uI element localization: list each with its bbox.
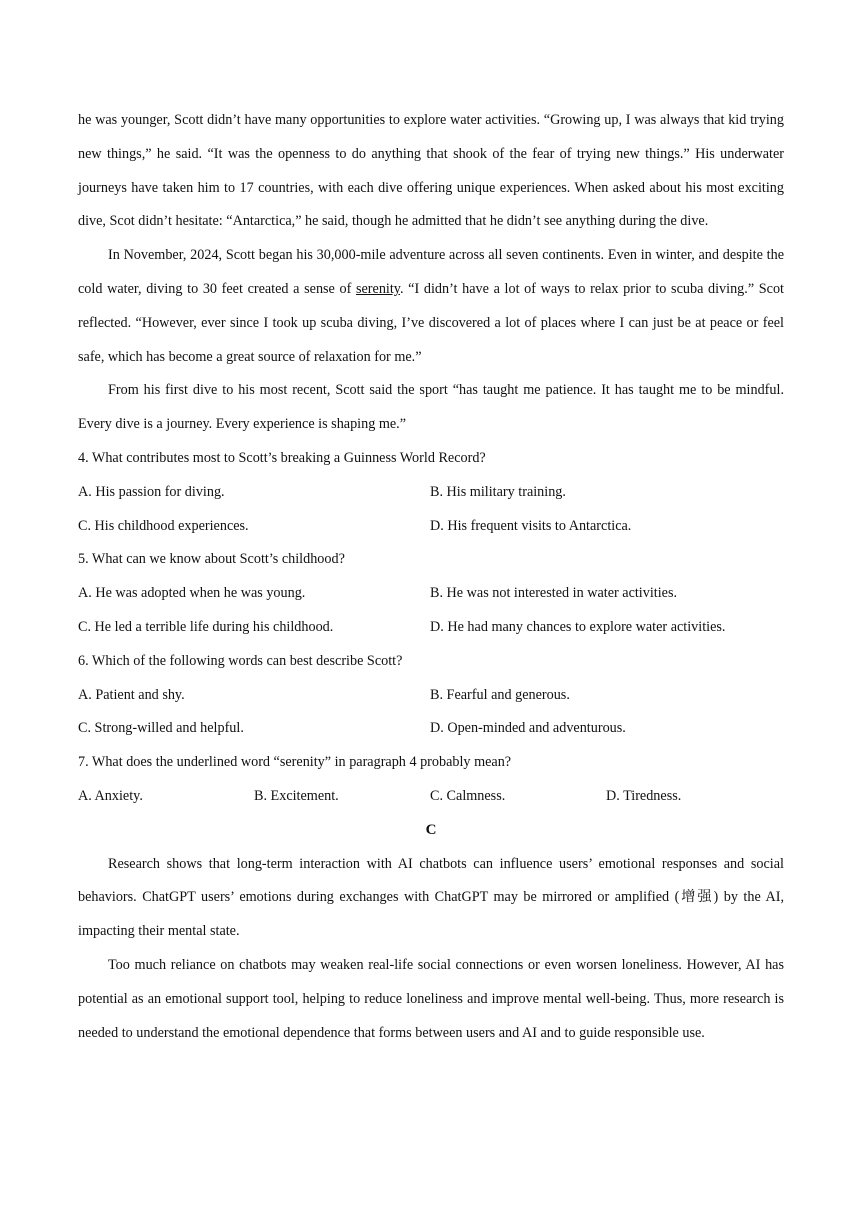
underlined-word-serenity: serenity	[355, 280, 400, 297]
question-options	[78, 611, 784, 645]
option-d: D. His frequent visits to Antarctica.	[430, 517, 632, 534]
question-options	[78, 712, 784, 746]
paragraph-text-before: In November, 2024, Scott began his 30,000-mile adventure across all seven continents. Even in winter, and despite the cold water, diving to 30 feet created a sense of	[78, 247, 784, 297]
question-options	[78, 679, 784, 713]
section-heading: C	[425, 821, 437, 838]
option-a: A. Patient and shy.	[78, 686, 185, 703]
question-options	[78, 476, 784, 510]
question-stem: 7. What does the underlined word “serenity” in paragraph 4 probably mean?	[78, 754, 512, 771]
option-a: A. Anxiety.	[78, 787, 143, 804]
question-options	[78, 510, 784, 544]
option-c: C. His childhood experiences.	[78, 517, 249, 534]
option-d: D. Open-minded and adventurous.	[430, 720, 626, 737]
option-c: C. Strong-willed and helpful.	[78, 720, 244, 737]
option-a: A. He was adopted when he was young.	[78, 585, 306, 602]
option-c: C. He led a terrible life during his childhood.	[78, 618, 334, 635]
passage-c-paragraph-2: Too much reliance on chatbots may weaken real-life social connections or even worsen loneliness. However, AI has potential as an emotional support tool, helping to reduce loneliness and improve mental well-being. Thus, more research is needed to understand the emotional dependence that forms between users and AI and to guide responsible use.	[78, 956, 784, 1041]
question-options	[78, 577, 784, 611]
option-b: B. Excitement.	[254, 787, 339, 804]
option-d: D. Tiredness.	[606, 787, 682, 804]
passage-b-paragraph-serenity	[78, 239, 784, 374]
question-stem: 6. Which of the following words can best describe Scott?	[78, 652, 403, 669]
question-stem: 5. What can we know about Scott’s childhood?	[78, 551, 345, 568]
paragraph-text-after: . “I didn’t have a lot of ways to relax prior to scuba diving.” Scot reflected. “However, ever since I took up scuba diving, I’ve discovered a lot of places where I can just be at peace or feel safe, which has become a great source of relaxation for me.”	[78, 280, 784, 365]
option-c: C. Calmness.	[430, 787, 506, 804]
option-b: B. He was not interested in water activities.	[430, 585, 678, 602]
passage-b-paragraph-continued: he was younger, Scott didn’t have many opportunities to explore water activities. “Growing up, I was always that kid trying new things,” he said. “It was the openness to do anything that shook of the fear of trying new things.” His underwater journeys have taken him to 17 countries, with each dive offering unique experiences. When asked about his most exciting dive, Scot didn’t hesitate: “Antarctica,” he said, though he admitted that he didn’t see anything during the dive.	[78, 112, 784, 230]
option-d: D. He had many chances to explore water activities.	[430, 618, 726, 635]
document-page	[78, 104, 784, 1050]
question-options	[78, 780, 784, 814]
option-a: A. His passion for diving.	[78, 483, 225, 500]
passage-b-paragraph-final: From his first dive to his most recent, Scott said the sport “has taught me patience. It has taught me to be mindful. Every dive is a journey. Every experience is shaping me.”	[78, 382, 784, 433]
option-b: B. Fearful and generous.	[430, 686, 570, 703]
question-stem: 4. What contributes most to Scott’s breaking a Guinness World Record?	[78, 449, 486, 466]
option-b: B. His military training.	[430, 483, 566, 500]
passage-c-paragraph-1: Research shows that long-term interaction with AI chatbots can influence users’ emotional responses and social behaviors. ChatGPT users’ emotions during exchanges with ChatGPT may be mirrored or amplified (增强) by the AI, impacting their mental state.	[78, 855, 784, 940]
